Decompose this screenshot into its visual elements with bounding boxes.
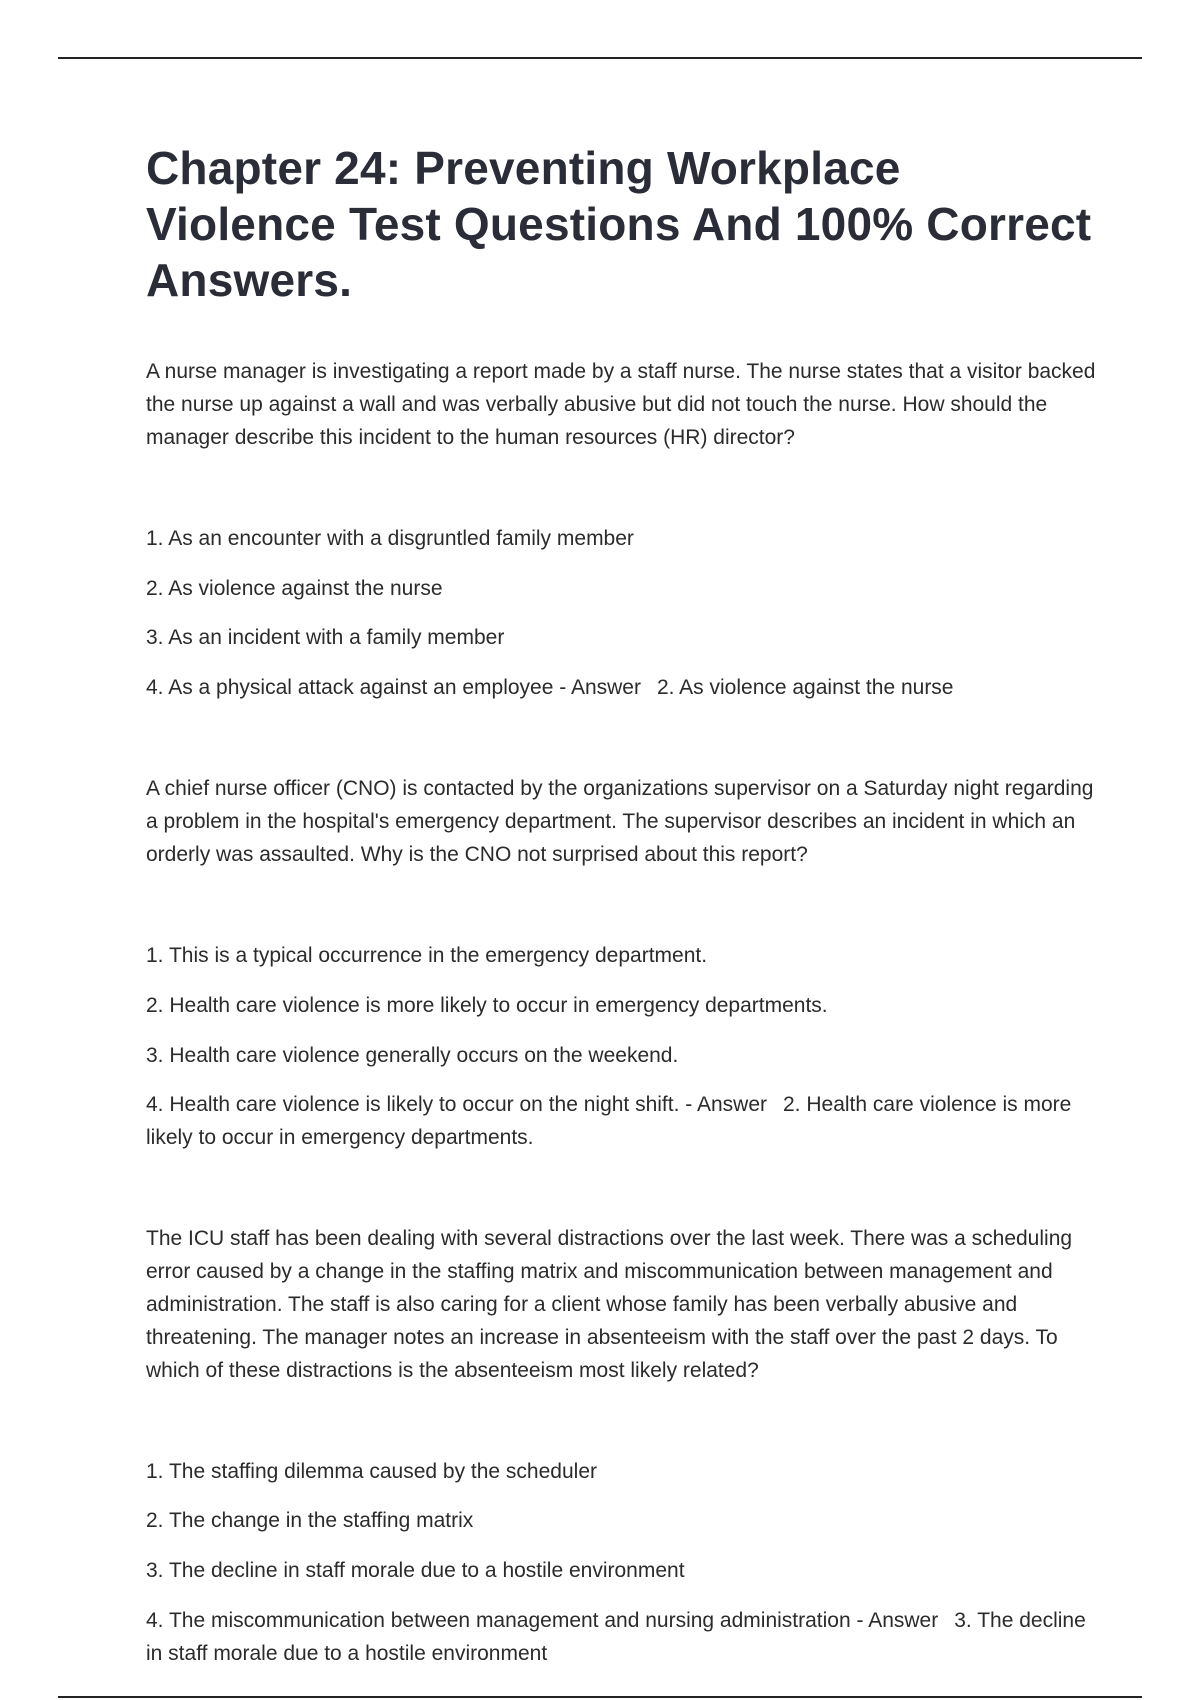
- question-stem: A chief nurse officer (CNO) is contacted by the organizations supervisor on a Saturday night regarding a problem in the hospital's emergency department. The supervisor describes an incident in which an orderly was assaulted. Why is the CNO not surprised about this report?: [146, 777, 1094, 866]
- option-item: 1. This is a typical occurrence in the emergency department.: [146, 944, 708, 967]
- bottom-rule: [58, 1696, 1142, 1698]
- question-stem: The ICU staff has been dealing with several distractions over the last week. There was a scheduling error caused by a change in the staffing matrix and miscommunication between management and administration. The staff is also caring for a client whose family has been verbally abusive and threatening. The manager notes an increase in absenteeism with the staff over the past 2 days. To which of these distractions is the absenteeism most likely related?: [146, 1227, 1073, 1382]
- document-body: [146, 140, 1096, 1670]
- question-block-3: [146, 1222, 1096, 1670]
- option-item: 3. Health care violence generally occurs on the weekend.: [146, 1044, 679, 1067]
- answer-label: Answer: [696, 1093, 767, 1116]
- option-item: 2. The change in the staffing matrix: [146, 1509, 474, 1532]
- option-text: 4. The miscommunication between management and nursing administration: [146, 1609, 851, 1632]
- option-list: [146, 939, 1096, 1154]
- option-item-with-answer: [146, 671, 1096, 704]
- option-item: 2. As violence against the nurse: [146, 577, 443, 600]
- option-item-with-answer: [146, 1088, 1096, 1154]
- top-rule: [58, 57, 1142, 59]
- option-item: 1. The staffing dilemma caused by the scheduler: [146, 1460, 597, 1483]
- option-item: 3. The decline in staff morale due to a hostile environment: [146, 1559, 685, 1582]
- answer-label: Answer: [868, 1609, 939, 1632]
- answer-separator: -: [685, 1093, 697, 1116]
- option-list: [146, 1455, 1096, 1670]
- page-title: Chapter 24: Preventing Workplace Violence Test Questions And 100% Correct Answers.: [146, 142, 1092, 306]
- answer-text: 3. The decline in staff morale due to a hostile environment: [146, 1609, 1086, 1665]
- answer-text: 2. As violence against the nurse: [656, 676, 954, 699]
- answer-separator: -: [856, 1609, 869, 1632]
- answer-separator: -: [559, 676, 571, 699]
- option-item: 1. As an encounter with a disgruntled family member: [146, 527, 634, 550]
- option-item: 3. As an incident with a family member: [146, 626, 505, 649]
- question-block-2: [146, 772, 1096, 1154]
- answer-label: Answer: [570, 676, 641, 699]
- question-stem: A nurse manager is investigating a report made by a staff nurse. The nurse states that a visitor backed the nurse up against a wall and was verbally abusive but did not touch the nurse. How should the manager describe this incident to the human resources (HR) director?: [146, 360, 1096, 449]
- option-list: [146, 522, 1096, 704]
- option-item: 2. Health care violence is more likely to occur in emergency departments.: [146, 994, 828, 1017]
- answer-text: 2. Health care violence is more likely to occur in emergency departments.: [146, 1093, 1072, 1149]
- question-block-1: [146, 355, 1096, 704]
- option-item-with-answer: [146, 1604, 1096, 1670]
- option-text: 4. As a physical attack against an employee: [146, 676, 554, 699]
- option-text: 4. Health care violence is likely to occur on the night shift.: [146, 1093, 680, 1116]
